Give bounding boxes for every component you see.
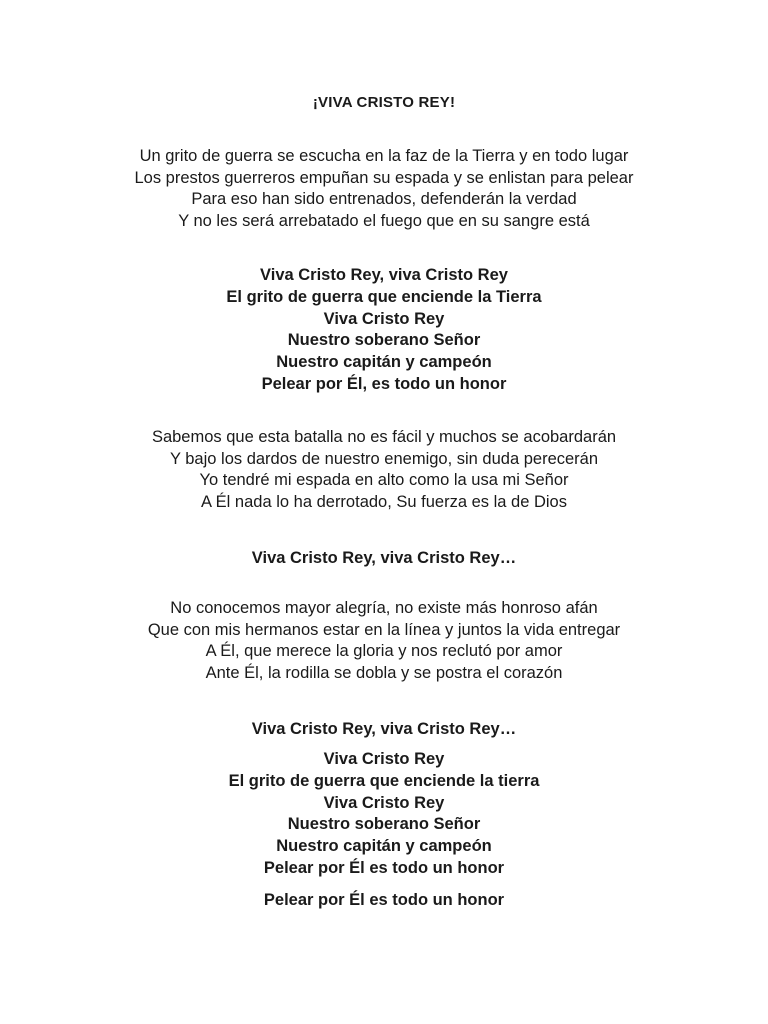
verse-1 xyxy=(0,146,768,232)
song-title: ¡VIVA CRISTO REY! xyxy=(312,94,456,111)
verse-line: Y no les será arrebatado el fuego que en su sangre está xyxy=(178,211,590,230)
verse-line: Para eso han sido entrenados, defenderán la verdad xyxy=(191,190,577,208)
chorus-line: Viva Cristo Rey xyxy=(323,750,445,768)
verse-line: Que con mis hermanos estar en la línea y juntos la vida entregar xyxy=(147,620,621,639)
chorus-line: Viva Cristo Rey, viva Cristo Rey xyxy=(260,266,508,284)
refrain-line: Viva Cristo Rey, viva Cristo Rey… xyxy=(251,720,517,738)
chorus-line: El grito de guerra que enciende la tierra xyxy=(228,771,540,790)
verse-line: A Él nada lo ha derrotado, Su fuerza es la de Dios xyxy=(201,492,567,511)
chorus-1 xyxy=(0,265,768,396)
chorus-line: Viva Cristo Rey xyxy=(323,793,445,812)
chorus-line: Nuestro soberano Señor xyxy=(287,331,481,350)
verse-line: Sabemos que esta batalla no es fácil y muchos se acobardarán xyxy=(151,428,617,446)
verse-line: Un grito de guerra se escucha en la faz de la Tierra y en todo lugar xyxy=(139,147,629,165)
refrain-line: Viva Cristo Rey, viva Cristo Rey… xyxy=(251,549,517,567)
verse-line: A Él, que merece la gloria y nos reclutó por amor xyxy=(205,642,563,660)
verse-line: Y bajo los dardos de nuestro enemigo, sin duda perecerán xyxy=(169,449,599,468)
verse-2 xyxy=(0,427,768,513)
chorus-line: Nuestro soberano Señor xyxy=(287,815,481,834)
verse-3 xyxy=(0,598,768,684)
verse-line: Yo tendré mi espada en alto como la usa mi Señor xyxy=(199,471,569,489)
chorus-line: Pelear por Él es todo un honor xyxy=(263,858,505,877)
chorus-line: Nuestro capitán y campeón xyxy=(276,353,492,372)
verse-line: Los prestos guerreros empuñan su espada y se enlistan para pelear xyxy=(134,168,634,187)
chorus-2 xyxy=(0,749,768,880)
chorus-line: Pelear por Él, es todo un honor xyxy=(261,374,507,393)
final-line: Pelear por Él es todo un honor xyxy=(263,891,505,909)
chorus-line: El grito de guerra que enciende la Tierra xyxy=(226,287,542,306)
final-line-block xyxy=(0,890,768,912)
chorus-line: Nuestro capitán y campeón xyxy=(276,837,492,856)
refrain-2 xyxy=(0,719,768,741)
refrain-1 xyxy=(0,548,768,570)
verse-line: No conocemos mayor alegría, no existe más honroso afán xyxy=(170,599,598,617)
chorus-line: Viva Cristo Rey xyxy=(323,309,445,328)
verse-line: Ante Él, la rodilla se dobla y se postra el corazón xyxy=(205,663,563,682)
